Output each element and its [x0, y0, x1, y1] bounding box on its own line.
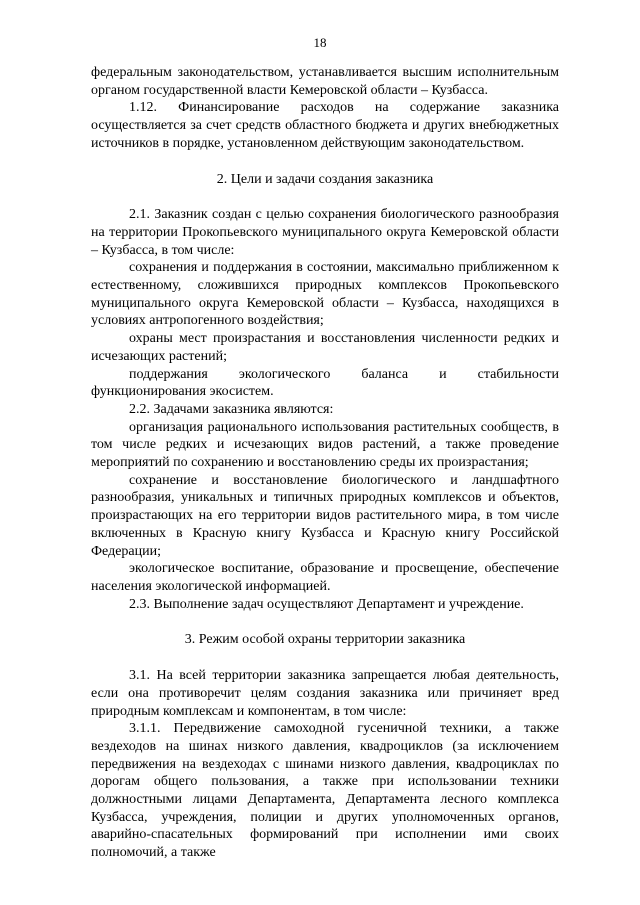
document-body — [91, 64, 559, 862]
paragraph-2-2: 2.2. Задачами заказника являются: — [129, 401, 334, 417]
section-3-heading: 3. Режим особой охраны территории заказника — [184, 632, 466, 648]
paragraph-2-2-item-1: организация рационального использования растительных сообществ, в том числе редких и исчезающих видов растений, а также проведение мероприятий по сохранению и восстановлению среды их произрастания; — [91, 419, 559, 471]
paragraph-2-1-item-3: поддержания экологического баланса и стабильности функционирования экосистем. — [91, 366, 559, 400]
paragraph-2-1-item-1: сохранения и поддержания в состоянии, максимально приближенном к естественному, сложившихся природных комплексов Прокопьевского муниципального округа Кемеровской области – Кузбасса, находящихся в условиях антропогенного воздействия; — [91, 260, 559, 329]
paragraph-2-2-item-2: сохранение и восстановление биологического и ландшафтного разнообразия, уникальных и типичных природных комплексов и объектов, произрастающих на его территории видов растительного мира, в том числе включенных в Красную книгу Кузбасса и Красную книгу Российской Федерации; — [91, 472, 559, 559]
paragraph-2-3: 2.3. Выполнение задач осуществляют Департамент и учреждение. — [129, 596, 524, 612]
paragraph-2-2-item-3: экологическое воспитание, образование и просвещение, обеспечение населения экологической информацией. — [91, 561, 559, 594]
paragraph-3-1-1: 3.1.1. Передвижение самоходной гусеничной техники, а также вездеходов на шинах низкого давления, квадроциклов (за исключением передвижения на вездеходах с шинами низкого давления, квадроциклах по дорогам общего пользования, а также при использовании техники должностными лицами Департамента, Департамента лесного комплекса Кузбасса, учреждения, полиции и других уполномоченных органов, аварийно-спасательных формирований при исполнении ими своих полномочий, а также — [91, 721, 559, 861]
paragraph-2-1: 2.1. Заказник создан с целью сохранения биологического разнообразия на территории Прокопьевского муниципального округа Кемеровской области – Кузбасса, в том числе: — [91, 207, 559, 258]
page-number: 18 — [313, 35, 327, 50]
section-2-heading: 2. Цели и задачи создания заказника — [216, 171, 434, 187]
paragraph-1-12: 1.12. Финансирование расходов на содержание заказника осуществляется за счет средств областного бюджета и других внебюджетных источников в порядке, установленном действующим законодательством. — [91, 100, 559, 151]
paragraph-continuation: федеральным законодательством, устанавливается высшим исполнительным органом государственной власти Кемеровской области – Кузбасса. — [91, 65, 559, 98]
paragraph-3-1: 3.1. На всей территории заказника запрещается любая деятельность, если она противоречит целям создания заказника или причиняет вред природным комплексам и компонентам, в том числе: — [91, 668, 559, 719]
paragraph-2-1-item-2: охраны мест произрастания и восстановления численности редких и исчезающих растений; — [91, 331, 559, 364]
